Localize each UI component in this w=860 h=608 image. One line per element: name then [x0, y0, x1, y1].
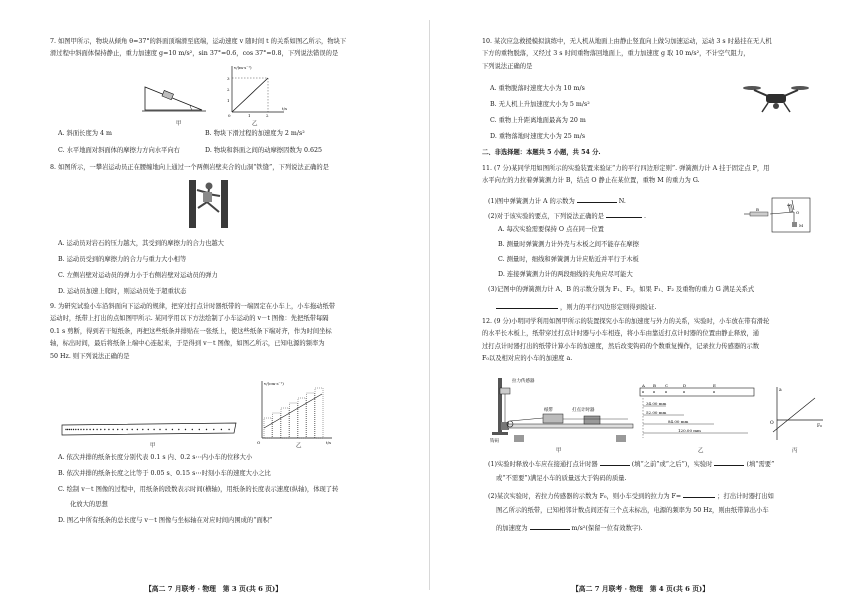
question-9-paper-tape-figure: [60, 420, 240, 442]
label-hook: 钩码: [490, 439, 499, 444]
question-11-line1: 11. (7 分)某同学用如图所示的实验装置来验证“力的平行四边形定则”. 弹簧测力计 A 挂于固定点 P，用: [482, 165, 770, 172]
tape-dot: [153, 429, 154, 430]
tape-dot: [83, 429, 84, 430]
question-12-part2-text: (2)某次实验时，若拉力传感器的示数为 F₀，则小车受到的拉力为 F=: [488, 493, 682, 500]
tape-point-label: E: [713, 384, 716, 388]
question-11-part3-line2: [496, 300, 656, 314]
question-8: [50, 162, 395, 174]
tape-dot: [69, 429, 70, 430]
tape-dot: [148, 429, 149, 430]
label-tape: 纸带: [544, 408, 553, 413]
question-11-force-figure: [742, 196, 814, 236]
question-7-label-yi: 乙: [252, 121, 258, 127]
question-10-option-a[interactable]: A. 重物脱落时速度大小为 10 m/s: [490, 85, 585, 92]
question-11-part1: [488, 194, 626, 208]
question-12-part1-text: (1)实验时释放小车应在接通打点计时器: [488, 461, 598, 468]
question-12-apparatus-figure: [488, 374, 638, 444]
tape-dot: [159, 429, 160, 430]
question-11-part2-end: .: [644, 213, 647, 220]
tape-dot: [78, 429, 79, 430]
question-9-line5: 50 Hz. 则下列说法正确的是: [50, 352, 130, 360]
question-9-option-c-line1[interactable]: C. 绘制 v－t 图像的过程中，用纸条的段数表示时间(横轴)，用纸条的长度表示速度(纵轴)，体现了转: [58, 486, 339, 493]
tape-point-label: C: [665, 384, 669, 388]
tape-dot: [65, 429, 66, 430]
question-10-drone-icon: [742, 82, 810, 114]
question-12-line2: 的水平长木板上，纸带穿过打点计时器与小车相连，将小车由靠近打点计时器的位置由静止释放，通: [482, 330, 760, 338]
question-10-option-d[interactable]: D. 重物落地时速度大小为 25 m/s: [490, 133, 586, 140]
axis-label-v: v/(cm·s⁻¹): [264, 381, 284, 386]
question-7-figure-incline: [140, 75, 210, 120]
dim-ae: 120.00 mm: [678, 428, 701, 433]
question-10: [482, 36, 832, 73]
question-12-part2-lead: 的加速度为: [496, 525, 528, 532]
question-9-label-jia: 甲: [150, 443, 156, 449]
paper-strip: [307, 393, 315, 438]
question-12-part2-unit: m/s²(保留一位有效数字).: [571, 525, 643, 532]
question-12-label-jia: 甲: [556, 448, 562, 454]
tape-dot: [132, 429, 133, 430]
question-12-part1-blank-1[interactable]: [600, 457, 630, 466]
question-12-part2-line3: [496, 521, 643, 535]
question-12-line4: F₀以及相对应的小车的加速度 a.: [482, 355, 573, 363]
question-11-option-a[interactable]: A. 每次实验需要保持 O 点在同一位置: [498, 226, 604, 233]
tape-dot: [73, 429, 74, 430]
tape-dot: [80, 429, 81, 430]
question-7-option-b[interactable]: B. 物块下滑过程的加速度为 2 m/s²: [205, 130, 305, 137]
question-8-option-b[interactable]: B. 运动员受到的摩擦力的合力与重力大小相等: [58, 256, 187, 263]
question-10-option-c[interactable]: C. 重物上升距离地面最高为 20 m: [490, 117, 586, 124]
tape-dot: [86, 429, 87, 430]
tape-dot: [122, 429, 123, 430]
tape-point-label: A: [642, 384, 645, 388]
question-12-line1: 12. (9 分)小明同学利用如图甲所示的装置探究小车的加速度与外力的关系，实验时，小车放在带有滑轮: [482, 318, 770, 325]
tape-dot: [96, 429, 97, 430]
question-9-strips-vt-graph: [252, 378, 337, 448]
tape-dot: [178, 429, 179, 430]
question-12-part2-blank-1[interactable]: [683, 489, 715, 498]
question-7: [50, 36, 390, 61]
page-4-footer: 【高二 7 月联考 · 物理 第 4 页(共 6 页)】: [572, 585, 710, 593]
tape-dot: [89, 429, 90, 430]
tape-point: [665, 391, 667, 393]
question-12: [482, 316, 832, 366]
label-b: B: [756, 207, 759, 212]
paper-strip: [273, 413, 281, 438]
axis-label-v: v/(m·s⁻¹): [234, 65, 252, 70]
question-10-stem-line2: 下方的重物脱落，又经过 3 s 时间重物落回地面上，重力加速度 g 取 10 m/s²，不计空气阻力，: [482, 50, 750, 58]
question-8-climber-figure: [185, 178, 233, 230]
tape-dot: [228, 429, 229, 430]
question-10-stem-line3: 下列说法正确的是: [482, 62, 533, 70]
question-12-part1-line1: [488, 457, 774, 471]
question-12-tape-figure: [638, 384, 758, 444]
question-7-stem-line1: 7. 如图甲所示，物块从倾角 θ=37°的斜面顶端滑至底端，运动速度 v 随时间 t 的关系如图乙所示，物块下: [50, 38, 347, 45]
tape-dot: [137, 429, 138, 430]
tape-dot: [172, 429, 173, 430]
paper-strip: [281, 408, 289, 438]
tape-dot: [117, 429, 118, 430]
dim-ab: 34.00 mm: [646, 401, 667, 406]
tape-dot: [75, 429, 76, 430]
question-11-part1-text: (1)图中弹簧测力计 A 的示数为: [488, 198, 575, 205]
tape-dot: [192, 429, 193, 430]
page-3-footer: 【高二 7 月联考 · 物理 第 3 页(共 6 页)】: [145, 585, 283, 593]
question-9-line3: 0.1 s 剪断，得到若干短纸条，再把这些纸条并排贴在一张纸上，使这些纸条下端对齐，作为时间坐标: [50, 327, 332, 335]
axis-label-f: F₀: [817, 424, 822, 429]
tick-x-2: 2: [266, 113, 269, 118]
label-sensor: 拉力传感器: [512, 379, 535, 384]
question-9-line1: 9. 为研究试验小车沿斜面向下运动的规律，把穿过打点计时器纸带的一端固定在小车上，小车拖动纸带: [50, 303, 336, 310]
question-12-part1-end: (填“需要”: [746, 461, 775, 468]
axis-origin: O: [257, 440, 261, 445]
dim-ac: 52.00 mm: [646, 410, 667, 415]
tape-point: [642, 391, 644, 393]
axis-label-a: a: [779, 388, 782, 393]
tape-dot: [213, 429, 214, 430]
exam-page-4: [430, 0, 860, 608]
question-11-part2-blank[interactable]: [606, 209, 642, 218]
question-9-option-b[interactable]: B. 依次并排的纸条长度之比等于 0.05 s、0.15 s⋯时刻小车的速度大小之比: [58, 470, 271, 477]
question-12-af-graph: [765, 384, 827, 444]
question-12-line3: 过打点计时器打出的纸带计算小车的加速度，然后改变钩码的个数重复操作，记录拉力传感器的示数: [482, 342, 760, 350]
question-9: [50, 301, 395, 363]
question-7-label-jia: 甲: [176, 121, 182, 127]
axis-origin: O: [770, 421, 774, 426]
label-timer: 打点计时器: [572, 408, 595, 413]
question-11-part1-unit: N.: [618, 198, 626, 205]
tick-origin: 0: [228, 113, 231, 118]
tape-dot: [127, 429, 128, 430]
question-12-part2-line1: [488, 489, 774, 503]
question-12-part2-line2: 图乙所示的纸带，已知相邻计数点间还有三个点未标出，电源的频率为 50 Hz，则由纸带算出小车: [496, 507, 769, 514]
tick-y-1: 1: [227, 98, 230, 103]
question-11-part3-blank[interactable]: [496, 300, 558, 309]
question-7-option-a[interactable]: A. 斜面长度为 4 m: [58, 130, 113, 137]
question-7-figure-vt-graph: [222, 62, 292, 120]
question-7-option-c[interactable]: C. 水平地面对斜面体的摩擦力方向水平向右: [58, 147, 180, 154]
question-11-line2: 水平向左的力拉着弹簧测力计 B，结点 O 静止在某位置，重物 M 的重力为 G.: [482, 177, 700, 185]
tape-point: [713, 391, 715, 393]
tape-dot: [185, 429, 186, 430]
question-10-option-b[interactable]: B. 无人机上升加速度大小为 5 m/s²: [490, 101, 590, 108]
axis-label-t: t/s: [282, 106, 288, 111]
question-11-part2-text: (2)对于该实验的要点，下列说法正确的是: [488, 213, 604, 220]
tape-point-label: B: [653, 384, 656, 388]
tape-point: [683, 391, 685, 393]
question-9-option-d[interactable]: D. 图乙中所有纸条的总长度与 v－t 图像与坐标轴在对应时间内围成的“面积”: [58, 517, 273, 524]
question-12-label-bing: 丙: [792, 448, 798, 454]
tape-dot: [67, 429, 68, 430]
question-8-option-c[interactable]: C. 左侧岩壁对运动员的弹力小于右侧岩壁对运动员的弹力: [58, 272, 218, 279]
tape-dot: [93, 429, 94, 430]
question-12-part1-mid: (填“之前”或“之后”)，实验时: [631, 461, 713, 468]
question-9-line4: 轴，标出时间，最后将纸条上端中心连起来，于是得到 v－t 图像，如图乙所示，已知电源的频率为: [50, 340, 325, 348]
question-9-line2: 运动时，纸带上打出的点如图甲所示. 某同学用以下方法绘制了小车运动的 v－t 图像：先把纸带每隔: [50, 315, 329, 323]
tape-dot: [165, 429, 166, 430]
tick-y-3: 3: [227, 76, 230, 81]
axis-label-t: t/s: [326, 440, 332, 445]
question-11: [482, 163, 832, 188]
tape-dot: [104, 429, 105, 430]
tape-dot: [113, 429, 114, 430]
question-12-part2-blank-2[interactable]: [530, 521, 570, 530]
paper-strip: [264, 418, 272, 438]
question-9-label-yi: 乙: [296, 443, 302, 449]
question-11-part3-line1: (3)记图中的弹簧测力计 A、B 的示数分别为 F₁、F₂，如果 F₁、F₂ 及重物的重力 G 满足关系式: [488, 286, 755, 293]
dim-ad: 84.00 mm: [668, 419, 689, 424]
question-9-option-a[interactable]: A. 依次并排的纸条长度分别代表 0.1 s 内、0.2 s⋯内小车的位移大小: [58, 454, 253, 461]
label-a: A: [787, 202, 790, 207]
question-7-option-d[interactable]: D. 物块和斜面之间的动摩擦因数为 0.625: [205, 147, 323, 154]
question-7-stem-line2: 滑过程中斜面体保持静止，重力加速度 g=10 m/s²，sin 37°=0.6，cos 37°=0.8，下列说法错误的是: [50, 50, 339, 58]
question-11-option-b[interactable]: B. 测量时弹簧测力计外壳与木板之间不能存在摩擦: [498, 241, 639, 248]
question-8-stem: 8. 如图所示，一攀岩运动员正在腰缠地向上通过一个两侧岩壁夹合的山洞“铁缝”，下列说法正确的是: [50, 164, 329, 171]
section-2-heading: 二、非选择题：本题共 5 小题，共 54 分.: [482, 149, 601, 156]
tape-dot: [221, 429, 222, 430]
question-9-option-c-line2: 化放大的思想: [70, 501, 108, 508]
paper-strip: [290, 403, 298, 438]
question-12-part1-blank-2[interactable]: [714, 457, 744, 466]
tape-dot: [206, 429, 207, 430]
tape-dot: [71, 429, 72, 430]
question-8-option-a[interactable]: A. 运动员对岩石的压力越大，其受到的摩擦力的合力也越大: [58, 240, 224, 247]
question-11-part3-end: ，则力的平行四边形定则得到验证.: [560, 304, 657, 311]
question-10-stem-line1: 10. 某次应急救援模拟演练中，无人机从地面上由静止竖直向上做匀加速运动，运动 3 s 时悬挂在无人机: [482, 38, 772, 45]
question-12-label-yi: 乙: [698, 448, 704, 454]
question-11-option-d[interactable]: D. 连接弹簧测力计的两段细线的夹角应尽可能大: [498, 271, 633, 278]
question-8-option-d[interactable]: D. 运动员加速上爬时，则运动员处于超重状态: [58, 288, 187, 295]
tape-dot: [108, 429, 109, 430]
label-m: M: [799, 223, 804, 228]
question-12-part2-mid: ；打出计时器打出如: [717, 493, 774, 500]
question-11-option-c[interactable]: C. 测量时，细线和弹簧测力计应贴近并平行于木板: [498, 256, 639, 263]
question-11-part1-blank[interactable]: [577, 194, 617, 203]
tick-x-1: 1: [248, 113, 251, 118]
question-12-part1-line2: 或“不需要”)满足小车的质量远大于钩码的质量.: [496, 475, 627, 482]
tape-point: [653, 391, 655, 393]
question-11-part2: [488, 209, 646, 223]
tick-y-2: 2: [227, 87, 230, 92]
label-o: O: [796, 210, 800, 215]
tape-dot: [100, 429, 101, 430]
tape-point-label: D: [683, 384, 687, 388]
tape-dot: [199, 429, 200, 430]
tape-dot: [142, 429, 143, 430]
